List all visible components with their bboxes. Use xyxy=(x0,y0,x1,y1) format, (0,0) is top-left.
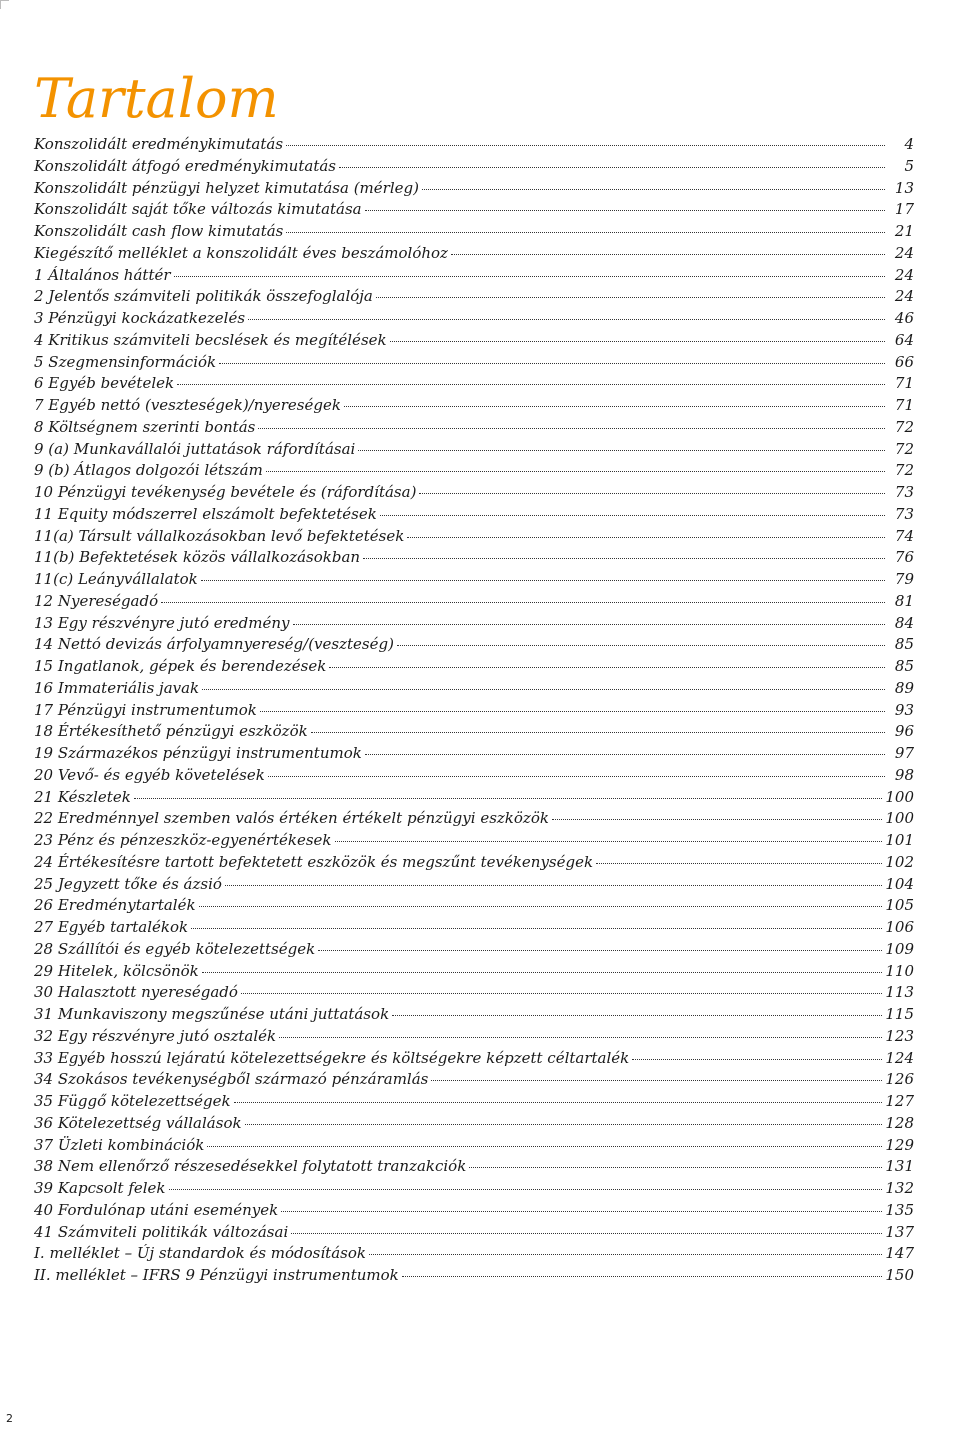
toc-entry-page: 147 xyxy=(885,1244,914,1263)
toc-dot-leader xyxy=(286,232,885,233)
toc-entry-page: 105 xyxy=(885,896,914,915)
toc-entry[interactable] xyxy=(34,330,914,352)
toc-dot-leader xyxy=(161,602,885,603)
toc-dot-leader xyxy=(202,689,885,690)
toc-entry[interactable] xyxy=(34,1200,914,1222)
toc-dot-leader xyxy=(422,189,885,190)
toc-entry[interactable] xyxy=(34,352,914,374)
toc-entry[interactable] xyxy=(34,1135,914,1157)
toc-entry-page: 100 xyxy=(885,787,914,806)
toc-entry-page: 106 xyxy=(885,918,914,936)
toc-entry-title: 24 Értékesítésre tartott befektetett eszközök és megszűnt tevékenységek xyxy=(34,852,594,871)
toc-entry-page: 72 xyxy=(894,461,914,480)
toc-entry-page: 96 xyxy=(894,722,914,741)
toc-entry-page: 97 xyxy=(894,744,914,762)
toc-entry-title: 30 Halasztott nyereségadó xyxy=(34,983,238,1002)
toc-entry[interactable] xyxy=(34,1156,914,1178)
toc-entry[interactable] xyxy=(34,439,914,461)
toc-dot-leader xyxy=(390,341,885,342)
toc-entry-page: 76 xyxy=(894,548,914,567)
toc-dot-leader xyxy=(318,950,882,951)
toc-entry-page: 73 xyxy=(894,483,914,501)
toc-entry-title: 1 Általános háttér xyxy=(34,265,171,284)
page-number: 2 xyxy=(6,1412,13,1425)
toc-dot-leader xyxy=(248,319,885,320)
toc-entry-title: 13 Egy részvényre jutó eredmény xyxy=(34,613,290,632)
toc-dot-leader xyxy=(632,1059,882,1060)
toc-entry-title: 39 Kapcsolt felek xyxy=(34,1179,166,1197)
toc-dot-leader xyxy=(451,254,885,255)
toc-entry-title: 15 Ingatlanok, gépek és berendezések xyxy=(34,657,327,675)
toc-entry-title: Konszolidált saját tőke változás kimutatása xyxy=(34,200,362,219)
toc-dot-leader xyxy=(225,885,882,886)
toc-entry-title: 18 Értékesíthető pénzügyi eszközök xyxy=(34,722,308,741)
toc-dot-leader xyxy=(419,493,885,494)
toc-entry[interactable] xyxy=(34,787,914,809)
toc-entry-title: 19 Származékos pénzügyi instrumentumok xyxy=(34,744,362,762)
toc-entry-page: 85 xyxy=(894,657,914,675)
toc-entry-title: 8 Költségnem szerinti bontás xyxy=(34,417,256,436)
toc-entry-title: 14 Nettó devizás árfolyamnyereség/(veszteség) xyxy=(34,635,394,654)
toc-entry[interactable] xyxy=(34,482,914,504)
toc-entry-title: Kiegészítő melléklet a konszolidált éves beszámolóhoz xyxy=(34,243,448,262)
toc-entry-page: 5 xyxy=(904,156,914,175)
toc-dot-leader xyxy=(286,145,885,146)
toc-entry-title: 26 Eredménytartalék xyxy=(34,896,196,915)
toc-dot-leader xyxy=(260,711,885,712)
toc-entry-title: 6 Egyéb bevételek xyxy=(34,374,175,393)
toc-dot-leader xyxy=(266,471,885,472)
toc-entry[interactable] xyxy=(34,830,914,852)
toc-entry-title: 37 Üzleti kombinációk xyxy=(34,1135,205,1154)
toc-entry-page: 102 xyxy=(885,852,914,871)
toc-entry-page: 89 xyxy=(894,678,914,697)
toc-entry-page: 74 xyxy=(894,526,914,545)
toc-entry-page: 4 xyxy=(904,135,914,153)
toc-dot-leader xyxy=(329,667,885,668)
toc-dot-leader xyxy=(376,297,885,298)
toc-entry[interactable] xyxy=(34,939,914,961)
toc-entry[interactable] xyxy=(34,765,914,787)
toc-entry-title: 4 Kritikus számviteli becslések és megítélések xyxy=(34,330,387,349)
toc-dot-leader xyxy=(169,1189,883,1190)
table-of-contents xyxy=(34,134,914,1287)
toc-entry-title: 36 Kötelezettség vállalások xyxy=(34,1113,242,1132)
toc-entry[interactable] xyxy=(34,895,914,917)
toc-dot-leader xyxy=(245,1124,883,1125)
toc-entry-title: 11(b) Befektetések közös vállalkozásokban xyxy=(34,548,361,567)
toc-entry[interactable] xyxy=(34,395,914,417)
toc-entry-page: 126 xyxy=(885,1070,914,1089)
toc-entry-page: 110 xyxy=(885,961,914,980)
toc-dot-leader xyxy=(363,558,885,559)
toc-entry-page: 24 xyxy=(894,265,914,284)
toc-entry-page: 72 xyxy=(894,417,914,436)
toc-dot-leader xyxy=(199,906,883,907)
toc-entry[interactable] xyxy=(34,221,914,243)
toc-entry[interactable] xyxy=(34,852,914,874)
toc-dot-leader xyxy=(392,1015,882,1016)
toc-entry[interactable] xyxy=(34,265,914,287)
toc-dot-leader xyxy=(241,993,882,994)
toc-entry-title: 16 Immateriális javak xyxy=(34,678,200,697)
toc-dot-leader xyxy=(311,732,885,733)
toc-entry-title: 22 Eredménnyel szemben valós értéken értékelt pénzügyi eszközök xyxy=(34,809,549,828)
toc-entry[interactable] xyxy=(34,1178,914,1200)
toc-entry[interactable] xyxy=(34,547,914,569)
toc-entry-page: 17 xyxy=(894,200,914,219)
toc-entry-page: 98 xyxy=(894,765,914,784)
toc-entry-page: 66 xyxy=(894,352,914,371)
toc-entry-title: 32 Egy részvényre jutó osztalék xyxy=(34,1026,277,1045)
toc-entry-title: 23 Pénz és pénzeszköz-egyenértékesek xyxy=(34,831,332,849)
toc-entry-title: 3 Pénzügyi kockázatkezelés xyxy=(34,309,246,327)
toc-entry[interactable] xyxy=(34,874,914,896)
toc-dot-leader xyxy=(174,276,885,277)
toc-entry-page: 113 xyxy=(885,983,914,1002)
toc-entry[interactable] xyxy=(34,417,914,439)
toc-dot-leader xyxy=(335,841,883,842)
toc-dot-leader xyxy=(344,406,885,407)
toc-entry-page: 73 xyxy=(894,504,914,523)
toc-entry[interactable] xyxy=(34,1069,914,1091)
toc-entry-page: 24 xyxy=(894,243,914,262)
toc-entry-title: Konszolidált eredménykimutatás xyxy=(34,135,284,153)
toc-dot-leader xyxy=(134,798,883,799)
toc-entry[interactable] xyxy=(34,591,914,613)
toc-entry[interactable] xyxy=(34,961,914,983)
toc-entry-title: 9 (a) Munkavállalói juttatások ráfordításai xyxy=(34,439,356,458)
toc-entry[interactable] xyxy=(34,373,914,395)
toc-entry[interactable] xyxy=(34,721,914,743)
toc-entry-page: 127 xyxy=(885,1092,914,1110)
toc-entry-title: 11 Equity módszerrel elszámolt befektetések xyxy=(34,504,377,523)
toc-entry-title: 21 Készletek xyxy=(34,787,131,806)
toc-entry[interactable] xyxy=(34,1243,914,1265)
toc-dot-leader xyxy=(219,363,885,364)
toc-entry[interactable] xyxy=(34,569,914,591)
toc-entry[interactable] xyxy=(34,1026,914,1048)
page-corner-mark xyxy=(0,0,9,9)
toc-entry[interactable] xyxy=(34,199,914,221)
toc-entry-page: 84 xyxy=(894,613,914,632)
toc-entry-title: 38 Nem ellenőrző részesedésekkel folytatott tranzakciók xyxy=(34,1157,467,1176)
toc-entry-title: 12 Nyereségadó xyxy=(34,591,159,610)
toc-dot-leader xyxy=(191,928,882,929)
toc-entry-title: 20 Vevő- és egyéb követelések xyxy=(34,765,265,784)
toc-entry-page: 72 xyxy=(894,439,914,458)
toc-entry-title: 35 Függő kötelezettségek xyxy=(34,1092,231,1110)
toc-entry-title: 11(a) Társult vállalkozásokban levő befektetések xyxy=(34,526,405,545)
toc-entry-title: 33 Egyéb hosszú lejáratú kötelezettségekre és költségekre képzett céltartalék xyxy=(34,1048,630,1067)
toc-entry-page: 79 xyxy=(894,570,914,588)
toc-entry-page: 109 xyxy=(885,939,914,958)
toc-entry[interactable] xyxy=(34,1091,914,1113)
toc-entry-title: 34 Szokásos tevékenységből származó pénzáramlás xyxy=(34,1070,429,1089)
toc-entry[interactable] xyxy=(34,982,914,1004)
toc-dot-leader xyxy=(279,1037,882,1038)
toc-entry-title: 29 Hitelek, kölcsönök xyxy=(34,961,199,980)
toc-entry-page: 123 xyxy=(885,1026,914,1045)
toc-entry-page: 150 xyxy=(885,1266,914,1284)
toc-entry-title: 10 Pénzügyi tevékenység bevétele és (ráfordítása) xyxy=(34,483,417,501)
toc-entry[interactable] xyxy=(34,134,914,156)
toc-entry-title: 40 Fordulónap utáni események xyxy=(34,1200,279,1219)
toc-dot-leader xyxy=(207,1146,882,1147)
toc-entry-title: 17 Pénzügyi instrumentumok xyxy=(34,700,257,719)
toc-entry[interactable] xyxy=(34,308,914,330)
toc-entry[interactable] xyxy=(34,460,914,482)
page-title: Tartalom xyxy=(34,67,279,130)
toc-entry[interactable] xyxy=(34,808,914,830)
toc-dot-leader xyxy=(291,1233,882,1234)
toc-entry[interactable] xyxy=(34,634,914,656)
toc-dot-leader xyxy=(358,450,885,451)
toc-dot-leader xyxy=(281,1211,882,1212)
toc-dot-leader xyxy=(293,624,886,625)
toc-entry-page: 128 xyxy=(885,1113,914,1132)
toc-entry-page: 64 xyxy=(894,330,914,349)
toc-entry[interactable] xyxy=(34,678,914,700)
toc-entry-title: I. melléklet – Új standardok és módosítások xyxy=(34,1244,366,1263)
toc-dot-leader xyxy=(234,1102,883,1103)
toc-entry-page: 100 xyxy=(885,809,914,828)
toc-entry-page: 81 xyxy=(894,591,914,610)
toc-dot-leader xyxy=(397,645,885,646)
toc-entry[interactable] xyxy=(34,526,914,548)
toc-entry-title: 7 Egyéb nettó (veszteségek)/nyereségek xyxy=(34,396,341,414)
toc-entry-title: Konszolidált pénzügyi helyzet kimutatása (mérleg) xyxy=(34,178,419,197)
toc-entry-title: 25 Jegyzett tőke és ázsió xyxy=(34,874,222,893)
toc-entry-title: 28 Szállítói és egyéb kötelezettségek xyxy=(34,939,316,958)
toc-entry-title: II. melléklet – IFRS 9 Pénzügyi instrumentumok xyxy=(34,1266,399,1284)
toc-entry-page: 131 xyxy=(885,1157,914,1176)
toc-dot-leader xyxy=(268,776,885,777)
toc-dot-leader xyxy=(596,863,882,864)
toc-entry[interactable] xyxy=(34,917,914,939)
toc-dot-leader xyxy=(365,210,885,211)
toc-dot-leader xyxy=(177,384,885,385)
toc-entry[interactable] xyxy=(34,656,914,678)
toc-entry-page: 71 xyxy=(894,374,914,393)
toc-entry-page: 104 xyxy=(885,874,914,893)
toc-entry-page: 132 xyxy=(885,1179,914,1197)
toc-dot-leader xyxy=(431,1080,882,1081)
toc-entry-title: Konszolidált átfogó eredménykimutatás xyxy=(34,156,336,175)
toc-entry[interactable] xyxy=(34,700,914,722)
toc-entry-title: 27 Egyéb tartalékok xyxy=(34,918,189,936)
toc-entry-page: 135 xyxy=(885,1200,914,1219)
toc-entry-title: 5 Szegmensinformációk xyxy=(34,352,217,371)
toc-entry[interactable] xyxy=(34,1265,914,1287)
toc-dot-leader xyxy=(201,580,885,581)
toc-dot-leader xyxy=(469,1167,882,1168)
toc-entry-title: 9 (b) Átlagos dolgozói létszám xyxy=(34,461,263,480)
toc-entry-page: 21 xyxy=(894,222,914,240)
toc-entry-page: 46 xyxy=(894,309,914,327)
toc-entry[interactable] xyxy=(34,1004,914,1026)
toc-entry-title: 2 Jelentős számviteli politikák összefoglalója xyxy=(34,287,373,306)
toc-entry[interactable] xyxy=(34,156,914,178)
toc-entry[interactable] xyxy=(34,1113,914,1135)
toc-dot-leader xyxy=(402,1276,883,1277)
toc-entry-page: 93 xyxy=(894,700,914,719)
toc-entry-page: 124 xyxy=(885,1048,914,1067)
toc-entry-page: 13 xyxy=(894,178,914,197)
toc-dot-leader xyxy=(380,515,885,516)
toc-dot-leader xyxy=(407,537,885,538)
toc-entry-page: 85 xyxy=(894,635,914,654)
toc-dot-leader xyxy=(202,972,883,973)
toc-dot-leader xyxy=(369,1254,882,1255)
toc-entry[interactable] xyxy=(34,286,914,308)
toc-entry-page: 24 xyxy=(894,287,914,306)
toc-entry-page: 129 xyxy=(885,1135,914,1154)
toc-entry-page: 137 xyxy=(885,1222,914,1241)
toc-entry[interactable] xyxy=(34,178,914,200)
toc-entry-title: 11(c) Leányvállalatok xyxy=(34,570,198,588)
toc-entry[interactable] xyxy=(34,1222,914,1244)
toc-entry-title: 31 Munkaviszony megszűnése utáni juttatások xyxy=(34,1005,390,1023)
toc-entry-page: 101 xyxy=(885,831,914,849)
toc-entry-title: Konszolidált cash flow kimutatás xyxy=(34,222,284,240)
toc-dot-leader xyxy=(339,167,885,168)
toc-entry-title: 41 Számviteli politikák változásai xyxy=(34,1222,289,1241)
toc-entry-page: 71 xyxy=(894,396,914,414)
toc-entry[interactable] xyxy=(34,743,914,765)
toc-entry[interactable] xyxy=(34,1048,914,1070)
toc-entry[interactable] xyxy=(34,504,914,526)
toc-dot-leader xyxy=(365,754,885,755)
toc-entry[interactable] xyxy=(34,613,914,635)
toc-dot-leader xyxy=(258,428,885,429)
toc-entry-page: 115 xyxy=(885,1005,914,1023)
toc-dot-leader xyxy=(552,819,882,820)
toc-entry[interactable] xyxy=(34,243,914,265)
